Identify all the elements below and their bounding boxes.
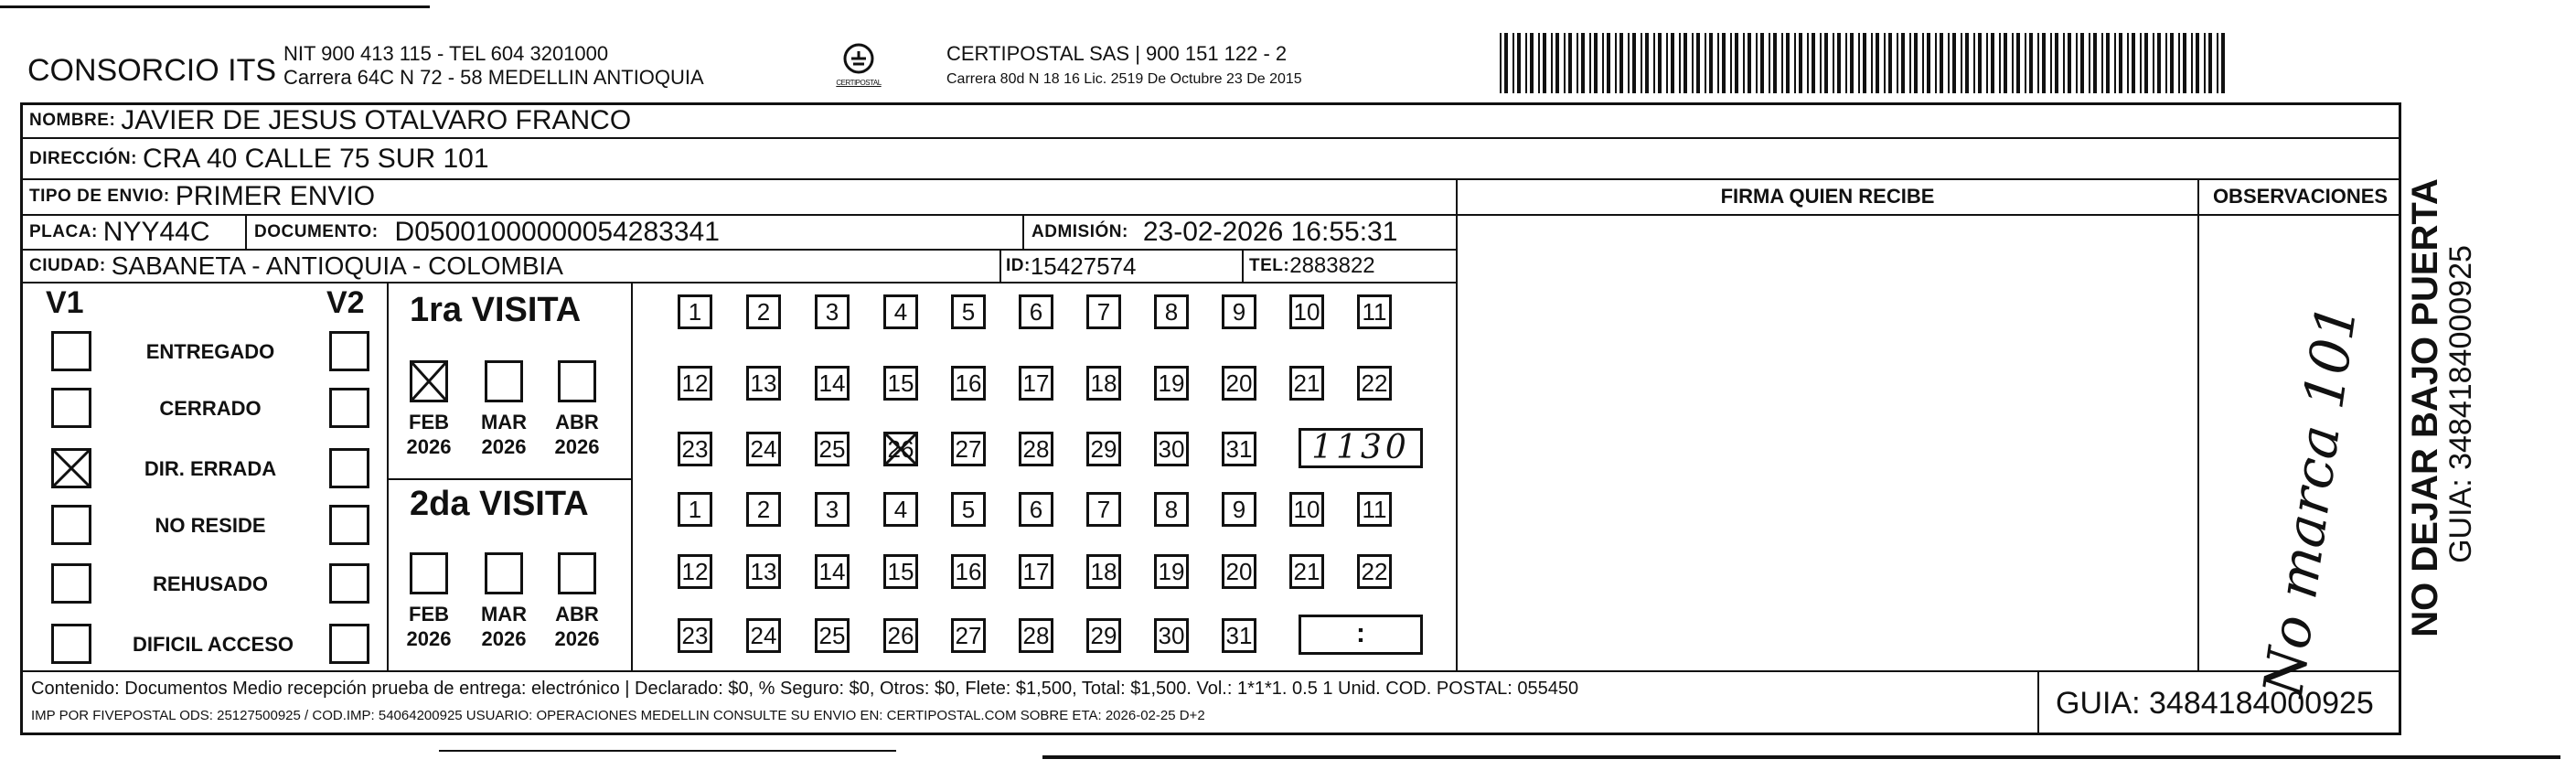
status-option-label: DIR. ERRADA	[144, 457, 277, 480]
day-number: 7	[1096, 298, 1111, 326]
day-number: 6	[1029, 496, 1043, 523]
day-number: 3	[825, 496, 839, 523]
day-number: 19	[1158, 558, 1185, 585]
day-number: 26	[887, 622, 914, 649]
nombre-row	[29, 104, 631, 137]
month-year: 2026	[406, 627, 452, 650]
day-number: 16	[955, 558, 982, 585]
day-number: 25	[818, 435, 846, 463]
month-name: ABR	[555, 603, 599, 626]
id-value: 15427574	[1030, 251, 1137, 280]
day-number: 1	[688, 298, 702, 326]
day-box[interactable]	[678, 294, 712, 329]
day-box[interactable]	[815, 554, 850, 589]
row-line	[20, 178, 2401, 180]
bottom-edge-line	[1042, 755, 2560, 759]
documento-label: DOCUMENTO:	[254, 222, 379, 241]
col-line-v2	[387, 282, 389, 670]
v2-checkbox[interactable]	[329, 505, 369, 545]
month-name: ABR	[555, 411, 599, 433]
company-address: Carrera 64C N 72 - 58 MEDELLIN ANTIOQUIA	[283, 66, 704, 89]
second-visit-time: :	[1356, 618, 1365, 648]
v2-checkbox[interactable]	[329, 331, 369, 371]
row-line	[20, 137, 2401, 139]
day-number: 24	[750, 435, 777, 463]
day-box[interactable]	[1357, 366, 1392, 401]
firma-header: FIRMA QUIEN RECIBE	[1720, 185, 1935, 208]
day-number: 28	[1022, 622, 1050, 649]
v2-checkbox[interactable]	[329, 388, 369, 428]
day-box[interactable]	[951, 492, 986, 527]
month-name: MAR	[480, 603, 528, 626]
day-number: 31	[1225, 435, 1253, 463]
row-line	[20, 282, 1456, 283]
admision-value: 23-02-2026 16:55:31	[1142, 217, 1398, 247]
day-number: 28	[1022, 435, 1050, 463]
day-number: 30	[1158, 622, 1185, 649]
side-guia: GUIA: 3484184000925	[2443, 245, 2478, 563]
day-number: 7	[1096, 496, 1111, 523]
month-name: FEB	[409, 603, 449, 626]
v1-checkbox[interactable]	[51, 624, 91, 664]
month-year: 2026	[554, 627, 600, 650]
direccion-label: DIRECCIÓN:	[29, 149, 137, 168]
footer-contenido: Contenido: Documentos Medio recepción prueba de entrega: electrónico | Declarado: $0, % Seguro: $0, Otros: $0, Flete: $1,500, Total: $1,500. Vol.: 1*1*1. 0.5 1 Unid. COD. POSTAL: 055450	[31, 679, 1579, 699]
day-number: 16	[955, 369, 982, 397]
day-number: 9	[1232, 496, 1246, 523]
day-number: 23	[681, 435, 709, 463]
day-number: 24	[750, 622, 777, 649]
first-visit-time: 1130	[1311, 429, 1410, 466]
day-box[interactable]	[1357, 492, 1392, 527]
month-checkbox[interactable]	[410, 552, 448, 594]
day-box[interactable]	[951, 432, 986, 466]
partner-name: CERTIPOSTAL SAS | 900 151 122 - 2	[946, 42, 1288, 65]
day-box[interactable]	[1154, 554, 1189, 589]
day-box[interactable]	[1154, 366, 1189, 401]
v2-header: V2	[326, 285, 365, 320]
day-number: 14	[818, 369, 846, 397]
nombre-label: NOMBRE:	[29, 111, 116, 130]
month-year: 2026	[406, 435, 452, 458]
tel-value: 2883822	[1289, 253, 1375, 278]
day-box[interactable]	[746, 432, 781, 466]
day-box[interactable]	[951, 366, 986, 401]
day-box[interactable]	[1222, 366, 1256, 401]
day-number: 13	[750, 369, 777, 397]
day-box[interactable]	[746, 366, 781, 401]
tipo-value: PRIMER ENVIO	[175, 181, 376, 211]
day-box[interactable]	[1357, 294, 1392, 329]
day-number: 12	[681, 369, 709, 397]
first-visit-time-box[interactable]	[1299, 428, 1423, 468]
footer-guia: GUIA: 3484184000925	[2056, 686, 2374, 721]
month-label	[472, 602, 536, 651]
v1-header: V1	[46, 285, 84, 320]
day-number: 17	[1022, 558, 1050, 585]
status-option-label: NO RESIDE	[155, 514, 266, 537]
second-visit-title: 2da VISITA	[410, 485, 589, 523]
day-box[interactable]	[883, 432, 918, 466]
status-option-label: CERRADO	[159, 397, 262, 420]
day-number: 5	[961, 496, 976, 523]
day-box[interactable]	[883, 618, 918, 653]
direccion-value: CRA 40 CALLE 75 SUR 101	[142, 144, 489, 174]
visit-divider-line	[387, 478, 631, 480]
day-number: 29	[1090, 435, 1117, 463]
admision-label: ADMISIÓN:	[1031, 222, 1128, 241]
placa-cell	[29, 216, 210, 249]
placa-label: PLACA:	[29, 222, 98, 241]
month-name: FEB	[409, 411, 449, 433]
tel-cell	[1249, 251, 1375, 282]
day-number: 10	[1293, 298, 1320, 326]
day-box[interactable]	[883, 294, 918, 329]
day-box[interactable]	[1154, 432, 1189, 466]
day-number: 15	[887, 558, 914, 585]
day-box[interactable]	[951, 618, 986, 653]
status-option-label: ENTREGADO	[145, 340, 275, 363]
day-box[interactable]	[678, 492, 712, 527]
day-number: 6	[1029, 298, 1043, 326]
day-number: 10	[1293, 496, 1320, 523]
day-number: 1	[688, 496, 702, 523]
x-mark-icon	[883, 432, 918, 466]
day-box[interactable]	[1289, 554, 1324, 589]
documento-cell	[254, 216, 720, 249]
day-box[interactable]	[1086, 366, 1121, 401]
day-box[interactable]	[746, 492, 781, 527]
day-number: 23	[681, 622, 709, 649]
day-number: 11	[1362, 496, 1387, 523]
day-box[interactable]	[746, 294, 781, 329]
bottom-edge-line-left	[439, 750, 896, 752]
month-label	[397, 602, 461, 651]
col-line-id	[999, 249, 1001, 282]
v1-checkbox[interactable]	[51, 448, 91, 488]
col-line-tel	[1242, 249, 1244, 282]
certipostal-logo-icon	[828, 40, 890, 95]
ciudad-value: SABANETA - ANTIOQUIA - COLOMBIA	[111, 251, 563, 280]
day-number: 17	[1022, 369, 1050, 397]
day-number: 4	[893, 496, 908, 523]
day-box[interactable]	[1222, 432, 1256, 466]
barcode	[1500, 33, 2227, 93]
second-visit-time-box[interactable]	[1299, 615, 1423, 655]
day-box[interactable]	[1154, 618, 1189, 653]
col-line-firma	[1456, 178, 1458, 670]
row-line	[20, 670, 2401, 672]
month-checkbox[interactable]	[485, 552, 523, 594]
day-box[interactable]	[1019, 618, 1053, 653]
day-number: 22	[1361, 369, 1388, 397]
day-box[interactable]	[1289, 366, 1324, 401]
tipo-row	[29, 179, 375, 214]
month-checkbox[interactable]	[558, 360, 596, 402]
v1-checkbox[interactable]	[51, 388, 91, 428]
day-number: 20	[1225, 558, 1253, 585]
month-label	[545, 602, 609, 651]
day-box[interactable]	[1222, 492, 1256, 527]
status-option-label: REHUSADO	[153, 572, 268, 595]
v2-checkbox[interactable]	[329, 624, 369, 664]
documento-value: D05001000000054283341	[394, 217, 720, 247]
id-label: ID:	[1006, 256, 1031, 275]
day-box[interactable]	[815, 366, 850, 401]
day-box[interactable]	[1222, 618, 1256, 653]
id-cell	[1006, 251, 1137, 282]
month-checkbox[interactable]	[558, 552, 596, 594]
day-box[interactable]	[746, 618, 781, 653]
day-box[interactable]	[1154, 492, 1189, 527]
v1-checkbox[interactable]	[51, 505, 91, 545]
day-box[interactable]	[815, 618, 850, 653]
first-visit-title: 1ra VISITA	[410, 291, 582, 329]
day-box[interactable]	[951, 554, 986, 589]
day-box[interactable]	[815, 294, 850, 329]
day-box[interactable]	[815, 432, 850, 466]
direccion-row	[29, 140, 489, 178]
day-number: 2	[756, 496, 771, 523]
x-mark-icon	[410, 360, 448, 402]
day-number: 2	[756, 298, 771, 326]
day-box[interactable]	[678, 432, 712, 466]
day-number: 8	[1164, 298, 1179, 326]
day-box[interactable]	[883, 492, 918, 527]
day-number: 8	[1164, 496, 1179, 523]
day-box[interactable]	[1289, 294, 1324, 329]
month-label	[397, 410, 461, 459]
day-box[interactable]	[1222, 554, 1256, 589]
x-mark-icon	[51, 448, 91, 488]
col-line-months	[631, 282, 633, 670]
v1-checkbox[interactable]	[51, 563, 91, 604]
day-number: 22	[1361, 558, 1388, 585]
day-number: 30	[1158, 435, 1185, 463]
day-box[interactable]	[1019, 492, 1053, 527]
v2-checkbox[interactable]	[329, 448, 369, 488]
day-box[interactable]	[1019, 554, 1053, 589]
day-box[interactable]	[1086, 432, 1121, 466]
day-box[interactable]	[1086, 492, 1121, 527]
day-number: 5	[961, 298, 976, 326]
day-number: 3	[825, 298, 839, 326]
day-box[interactable]	[883, 366, 918, 401]
company-nit: NIT 900 413 115 - TEL 604 3201000	[283, 42, 609, 65]
col-line-admision	[1022, 214, 1024, 249]
day-box[interactable]	[746, 554, 781, 589]
day-box[interactable]	[1154, 294, 1189, 329]
company-name: CONSORCIO ITS	[27, 53, 277, 88]
v1-checkbox[interactable]	[51, 331, 91, 371]
col-line-guia	[2037, 670, 2039, 735]
day-box[interactable]	[678, 554, 712, 589]
ciudad-cell	[29, 251, 563, 282]
side-warning: NO DEJAR BAJO PUERTA	[2405, 178, 2445, 637]
observation-handwriting: No marca 101	[2251, 300, 2370, 700]
day-number: 31	[1225, 622, 1253, 649]
top-edge-line	[0, 5, 430, 8]
admision-cell	[1031, 216, 1397, 249]
tipo-label: TIPO DE ENVIO:	[29, 187, 170, 206]
day-box[interactable]	[1222, 294, 1256, 329]
day-number: 21	[1293, 558, 1320, 585]
footer-imp: IMP POR FIVEPOSTAL ODS: 25127500925 / COD.IMP: 54064200925 USUARIO: OPERACIONES MEDELLIN CONSULTE SU ENVIO EN: CERTIPOSTAL.COM SOBRE ETA: 2026-02-25 D+2	[31, 708, 1205, 723]
day-box[interactable]	[1086, 294, 1121, 329]
logo-caption: CERTIPOSTAL	[836, 79, 882, 87]
day-box[interactable]	[815, 492, 850, 527]
month-label	[472, 410, 536, 459]
partner-address: Carrera 80d N 18 16 Lic. 2519 De Octubre 23 De 2015	[946, 71, 1302, 87]
month-label	[545, 410, 609, 459]
day-number: 19	[1158, 369, 1185, 397]
day-number: 25	[818, 622, 846, 649]
day-box[interactable]	[1086, 618, 1121, 653]
month-year: 2026	[481, 627, 527, 650]
day-box[interactable]	[1086, 554, 1121, 589]
nombre-value: JAVIER DE JESUS OTALVARO FRANCO	[121, 105, 632, 135]
day-box[interactable]	[678, 618, 712, 653]
day-number: 13	[750, 558, 777, 585]
day-number: 27	[955, 435, 982, 463]
day-box[interactable]	[1019, 366, 1053, 401]
day-number: 12	[681, 558, 709, 585]
day-number: 26	[887, 435, 914, 463]
status-option-label: DIFICIL ACCESO	[132, 633, 294, 656]
day-number: 27	[955, 622, 982, 649]
day-number: 9	[1232, 298, 1246, 326]
month-checkbox[interactable]	[410, 360, 448, 402]
day-number: 14	[818, 558, 846, 585]
day-number: 18	[1090, 558, 1117, 585]
day-box[interactable]	[951, 294, 986, 329]
day-number: 18	[1090, 369, 1117, 397]
day-box[interactable]	[1019, 294, 1053, 329]
day-number: 11	[1362, 298, 1387, 326]
col-line-placa	[245, 214, 247, 249]
v2-checkbox[interactable]	[329, 563, 369, 604]
day-box[interactable]	[1289, 492, 1324, 527]
day-number: 20	[1225, 369, 1253, 397]
day-number: 21	[1293, 369, 1320, 397]
month-checkbox[interactable]	[485, 360, 523, 402]
day-box[interactable]	[678, 366, 712, 401]
day-box[interactable]	[1019, 432, 1053, 466]
day-number: 29	[1090, 622, 1117, 649]
day-box[interactable]	[1357, 554, 1392, 589]
day-number: 4	[893, 298, 908, 326]
placa-value: NYY44C	[102, 217, 210, 247]
col-line-obs	[2197, 178, 2199, 670]
day-number: 15	[887, 369, 914, 397]
day-box[interactable]	[883, 554, 918, 589]
month-year: 2026	[481, 435, 527, 458]
month-name: MAR	[480, 411, 528, 433]
ciudad-label: CIUDAD:	[29, 256, 106, 275]
month-year: 2026	[554, 435, 600, 458]
tel-label: TEL:	[1249, 256, 1290, 275]
observaciones-header: OBSERVACIONES	[2212, 185, 2389, 208]
